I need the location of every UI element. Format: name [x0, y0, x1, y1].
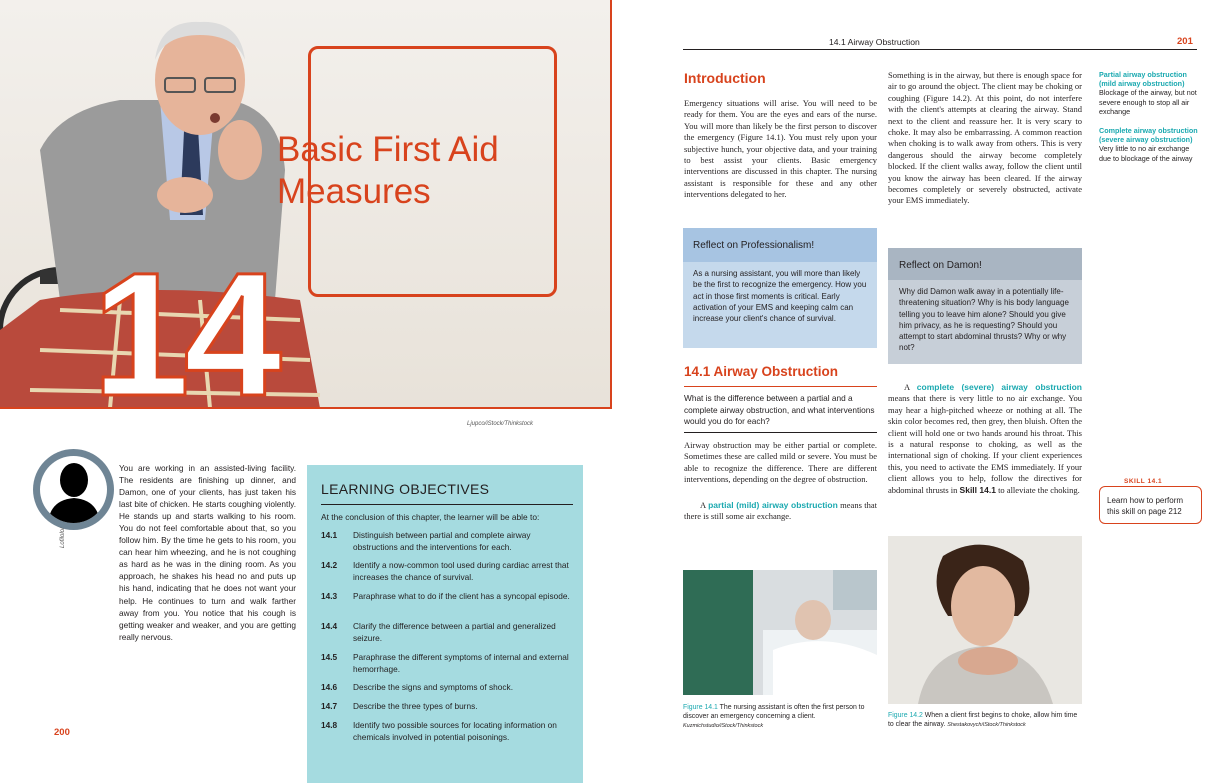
objective-item — [321, 682, 576, 694]
objective-item — [321, 720, 576, 743]
section-heading: 14.1 Airway Obstruction — [684, 364, 839, 379]
skill-callout-text: Learn how to perform this skill on page 212 — [1107, 496, 1184, 516]
figure-14-1-caption — [683, 704, 877, 730]
glossary-term: Partial airway obstruction (mild airway obstruction) — [1099, 70, 1187, 89]
objective-number: 14.3 — [321, 591, 338, 601]
glossary-sidebar — [1099, 70, 1203, 163]
figure-14-1-label: Figure 14.1 — [683, 704, 718, 711]
glossary-definition: Blockage of the airway, but not severe enough to stop all air exchange — [1099, 88, 1197, 116]
partial-paragraph — [684, 500, 877, 523]
objective-item — [321, 621, 576, 644]
figure-14-2-caption — [888, 712, 1084, 730]
opener-right-rule — [610, 0, 612, 409]
question-rule — [684, 432, 877, 433]
objective-number: 14.6 — [321, 682, 338, 692]
intro-heading: Introduction — [684, 70, 766, 86]
reflect-damon-text: Why did Damon walk away in a potentially life-threatening situation? Why is his body language telling you to leave him alone? Should you give him privacy, as he is requesting? Should you attempt to start abdominal thrusts? Why or why not? — [888, 280, 1082, 364]
figure-14-1-credit: Kuzmichstudio/iStock/Thinkstock — [683, 722, 764, 729]
glossary-term: Complete airway obstruction (severe airway obstruction) — [1099, 126, 1198, 145]
partial-term: partial (mild) airway obstruction — [708, 500, 838, 510]
partial-pre: A — [700, 500, 709, 510]
photo-credit: Ljupco/iStock/Thinkstock — [467, 421, 534, 427]
woman-choking-illustration — [888, 536, 1082, 704]
complete-end: to alleviate the choking. — [995, 484, 1080, 495]
objective-number: 14.8 — [321, 720, 338, 730]
chapter-title-line2: Measures — [277, 172, 431, 211]
objective-number: 14.2 — [321, 560, 338, 570]
objective-text: Clarify the difference between a partial and generalized seizure. — [353, 621, 556, 643]
learning-objectives-heading: LEARNING OBJECTIVES — [321, 481, 490, 497]
objective-number: 14.7 — [321, 701, 338, 711]
figure-14-1-image — [683, 570, 877, 695]
figure-14-2-label: Figure 14.2 — [888, 712, 923, 719]
objective-text: Identify two possible sources for locating information on chemicals involved in potential poisonings. — [353, 720, 557, 742]
learning-objectives-intro: At the conclusion of this chapter, the learner will be able to: — [321, 512, 540, 522]
avatar-credit: Lofilolo/ — [60, 527, 66, 548]
header-rule — [683, 49, 1197, 50]
objective-item — [321, 530, 576, 553]
objective-item — [321, 652, 576, 675]
page-number-left: 200 — [54, 727, 70, 738]
page-number-right: 201 — [1177, 36, 1193, 47]
chapter-number: 14 — [92, 237, 276, 433]
choking-paragraph: Something is in the airway, but there is enough space for air to go around the object. The client may be choking or coughing (Figure 14.2). At this point, do not interfere with the client's attempts at clearing the airway. Stand next to the client and reassure her. It is very scary to choke. It may also be embarrassing. A common reaction when choking is to walk away from others. This is very dangerous should the airway become completely blocked. If the client walks away, follow the client until you know the airway has been cleared. If the airway becomes completely or severely obstructed, activate your EMS immediately. — [888, 70, 1082, 206]
partial-post: means that there is still some air exchange. — [684, 500, 878, 522]
section-question: What is the difference between a partial and a complete airway obstruction, and what interventions would you do for each? — [684, 393, 875, 427]
objective-number: 14.5 — [321, 652, 338, 662]
objective-item — [321, 701, 576, 713]
figure-14-1-text: The nursing assistant is often the first person to discover an emergency concerning a client. — [683, 704, 865, 720]
glossary-entry — [1099, 126, 1203, 163]
objective-text: Describe the three types of burns. — [353, 701, 478, 711]
intro-paragraph: Emergency situations will arise. You will need to be ready for them. You are the eyes and ears of the nurse. You will more than likely be the first person to discover the emergency (Figure 14.1). You must rely upon your subjective hunch, your objective data, and your training to best assist your clients. Basic emergency interventions are discussed in this chapter. The nursing assistant is responsible for these and any other interventions delegated to her. — [684, 98, 877, 200]
chapter-title — [277, 129, 499, 213]
objective-number: 14.4 — [321, 621, 338, 631]
objective-text: Distinguish between partial and complete airway obstructions and the interventions for each. — [353, 530, 531, 552]
objective-text: Identify a now-common tool used during cardiac arrest that increases the chance of survival. — [353, 560, 569, 582]
hospital-patient-illustration — [683, 570, 877, 695]
scenario-text — [74, 462, 296, 643]
objective-number: 14.1 — [321, 530, 338, 540]
complete-term: complete (severe) airway obstruction — [916, 382, 1083, 392]
reflect-damon-title: Reflect on Damon! — [888, 248, 1082, 280]
reflect-professionalism-text: As a nursing assistant, you will more than likely be the first to recognize the emergency. How you act in those first moments is critical. Early activation of your EMS and keeping calm can increase your client's chance of survival. — [683, 262, 877, 348]
objective-item — [321, 591, 576, 603]
objective-text: Paraphrase what to do if the client has a syncopal episode. — [353, 591, 570, 601]
glossary-definition: Very little to no air exchange due to blockage of the airway — [1099, 144, 1193, 163]
complete-post: means that there is very little to no air exchange. You may hear a high-pitched wheeze or nothing at all. The skin color becomes red, then grey, then bluish. Often the client will hold one or two hands around his throat. This is a natural response to choking, as well as the international sign of choking. If your client experiences this, you need to activate the EMS immediately. If your client allows you to help, follow the directives for abdominal thrusts in — [888, 393, 1082, 495]
objective-text: Paraphrase the different symptoms of internal and external hemorrhage. — [353, 652, 569, 674]
glossary-entry — [1099, 70, 1203, 116]
complete-paragraph — [888, 382, 1082, 496]
obstruction-paragraph: Airway obstruction may be either partial or complete. Sometimes these are called mild or severe. You must be able to recognize the difference. There are different interventions, depending on the degree of obstruction. — [684, 440, 877, 485]
section-rule — [684, 386, 877, 387]
complete-pre: A — [904, 382, 917, 392]
objective-text: Describe the signs and symptoms of shock. — [353, 682, 514, 692]
skill-callout-label: SKILL 14.1 — [1120, 478, 1166, 485]
figure-14-2-text: When a client first begins to choke, allow him time to clear the airway. — [888, 712, 1078, 728]
lo-divider — [321, 504, 573, 505]
running-head: 14.1 Airway Obstruction — [829, 37, 920, 47]
figure-14-2-image — [888, 536, 1082, 704]
scenario-paragraph: You are working in an assisted-living facility. The residents are finishing up dinner, and Damon, one of your clients, has just taken his last bite of chicken. He starts coughing violently. He stands up and starts walking to his room. You do not feel comfortable about that, so you follow him. By the time he gets to his room, you can hear him wheezing, and he is not coughing as hard as he was in the dining room. As you approach, he shakes his head no and puts up his hand, indicating that he does not want your help. He continues to turn and walk farther away from you. You notice that his cough is getting weaker and weaker, and you are getting really nervous. — [119, 463, 296, 642]
figure-14-2-credit: Shestakovych/iStock/Thinkstock — [947, 721, 1026, 728]
reflect-professionalism-title: Reflect on Professionalism! — [683, 228, 877, 262]
objective-item — [321, 560, 576, 583]
skill-reference-link[interactable]: Skill 14.1 — [959, 484, 996, 495]
skill-callout[interactable] — [1099, 486, 1202, 524]
chapter-title-line1: Basic First Aid — [277, 130, 499, 169]
